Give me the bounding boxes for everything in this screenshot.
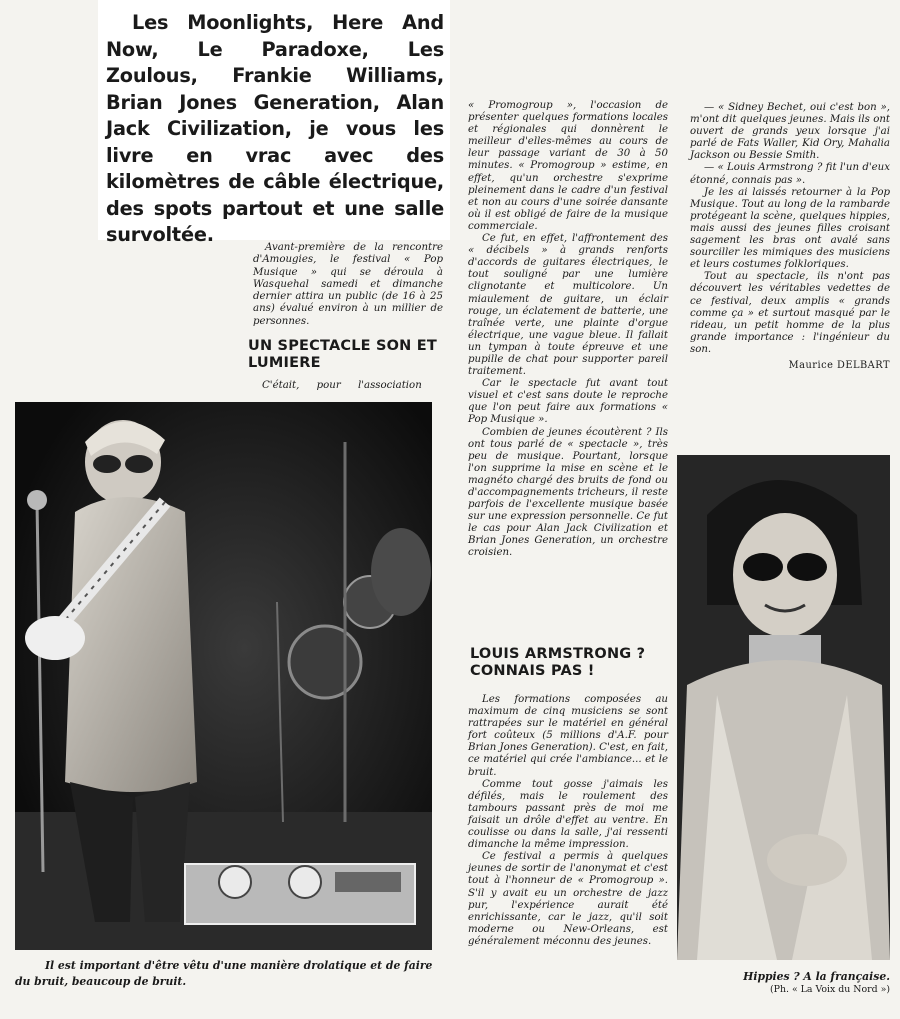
photo-guitarist-stage <box>15 402 432 950</box>
lead-paragraph <box>253 242 443 328</box>
section-heading-spectacle: UN SPECTACLE SON ET LUMIERE <box>248 338 437 371</box>
photo-guitarist-illustration <box>15 402 432 950</box>
photo-caption-right <box>677 970 890 996</box>
photo-caption-left: Il est important d'être vêtu d'une manière drolatique et de faire du bruit, beaucoup de bruit. <box>15 959 433 988</box>
intro-box <box>98 0 450 246</box>
lead-text: Avant-première de la rencontre d'Amougies, le festival « Pop Musique » qui se déroula à Wasquehal samedi et dimanche dernier attira un public (de 16 à 25 ans) évalué environ à un millier de personnes. <box>253 242 443 327</box>
caption-text: Hippies ? A la française. <box>743 970 890 983</box>
author-signature: Maurice DELBART <box>788 359 890 371</box>
photo-credit: (Ph. « La Voix du Nord ») <box>769 984 890 995</box>
paragraph: Ce festival a permis à quelques jeunes de sortir de l'anonymat et c'est tout à l'honneur de « Promogroup ». S'il y avait eu un orchestre de jazz pur, l'expérience aurait été enrichissante, car le jazz, qu'il soit moderne ou New-Orleans, est généralement méconnu des jeunes. <box>468 851 668 947</box>
column-2-continued <box>468 694 668 948</box>
paragraph: Combien de jeunes écoutèrent ? Ils ont tous parlé de « spectacle », très peu de musique. Pourtant, lorsque l'on supprime la mise en scène et le magnéto chargé des bruits de fond ou d'accompagnements tricheurs, il reste parfois de l'excellente musique basée sur une expression personnelle. Ce fut le cas pour Alan Jack Civilization et Brian Jones Generation, un orchestre croisien. <box>468 426 668 559</box>
paragraph: — « Sidney Bechet, oui c'est bon », m'ont dit quelques jeunes. Mais ils ont ouvert de grands yeux lorsque j'ai parlé de Fats Waller, Kid Ory, Mahalia Jackson ou Bessie Smith. <box>690 102 890 162</box>
paragraph: Ce fut, en effet, l'affrontement des « décibels » à grands renforts d'accords de guitares électriques, le tout souligné par une lumière clignotante et multicolore. Un miaulement de guitare, un éclair rouge, un éclatement de batterie, une traînée verte, une plainte d'orgue électrique, une vague bleue. Il fallait un tympan à toute épreuve et une pupille de chat pour supporter pareil traitement. <box>468 233 668 378</box>
paragraph: Les formations composées au maximum de cinq musiciens se sont rattrapées sur le matériel en général fort coûteux (5 millions d'A.F. pour Brian Jones Generation). C'est, en fait, ce matériel qui crée l'ambiance... et le bruit. <box>468 694 668 778</box>
paragraph: Tout au spectacle, ils n'ont pas découvert les véritables vedettes de ce festival, deux amplis « grands comme ça » et surtout masqué par le rideau, un petit homme de la plus grande importance : l'ingénieur du son. <box>690 271 890 355</box>
lead-continuation: C'était, pour l'association <box>262 380 422 391</box>
intro-paragraph: Les Moonlights, Here And Now, Le Paradoxe, Les Zoulous, Frankie Williams, Brian Jones Generation, Alan Jack Civilization, je vous les livre en vrac avec des kilomètres de câble électrique, des spots partout et une salle survoltée. <box>106 11 444 246</box>
column-3 <box>690 102 890 372</box>
paragraph: Je les ai laissés retourner à la Pop Musique. Tout au long de la rambarde protégeant la scène, quelques hippies, mais aussi des jeunes filles croisant sagement les bras ont avalé sans sourciller les mimiques des musiciens et leurs costumes folkloriques. <box>690 186 890 271</box>
section-heading-armstrong: LOUIS ARMSTRONG ? CONNAIS PAS ! <box>470 646 646 679</box>
paragraph: Comme tout gosse j'aimais les défilés, mais le roulement des tambours passant près de moi me faisait un drôle d'effet au ventre. En coulisse ou dans la salle, j'ai ressenti dimanche la même impression. <box>468 778 668 851</box>
column-2 <box>468 100 668 560</box>
paragraph: — « Louis Armstrong ? fit l'un d'eux étonné, connais pas ». <box>690 162 890 186</box>
paragraph: Car le spectacle fut avant tout visuel et c'est sans doute le reproche que l'on peut faire aux formations « Pop Musique ». <box>468 378 668 426</box>
paragraph: « Promogroup », l'occasion de présenter quelques formations locales et régionales qui donnèrent le meilleur d'elles-mêmes au cours de leur passage variant de 30 à 50 minutes. « Promogroup » estime, en effet, qu'un orchestre s'exprime pleinement dans le cadre d'un festival et non au cours d'une soirée dansante où il est obligé de faire de la musique commerciale. <box>468 100 668 232</box>
photo-hippie-portrait <box>677 455 890 960</box>
photo-hippie-illustration <box>677 455 890 960</box>
